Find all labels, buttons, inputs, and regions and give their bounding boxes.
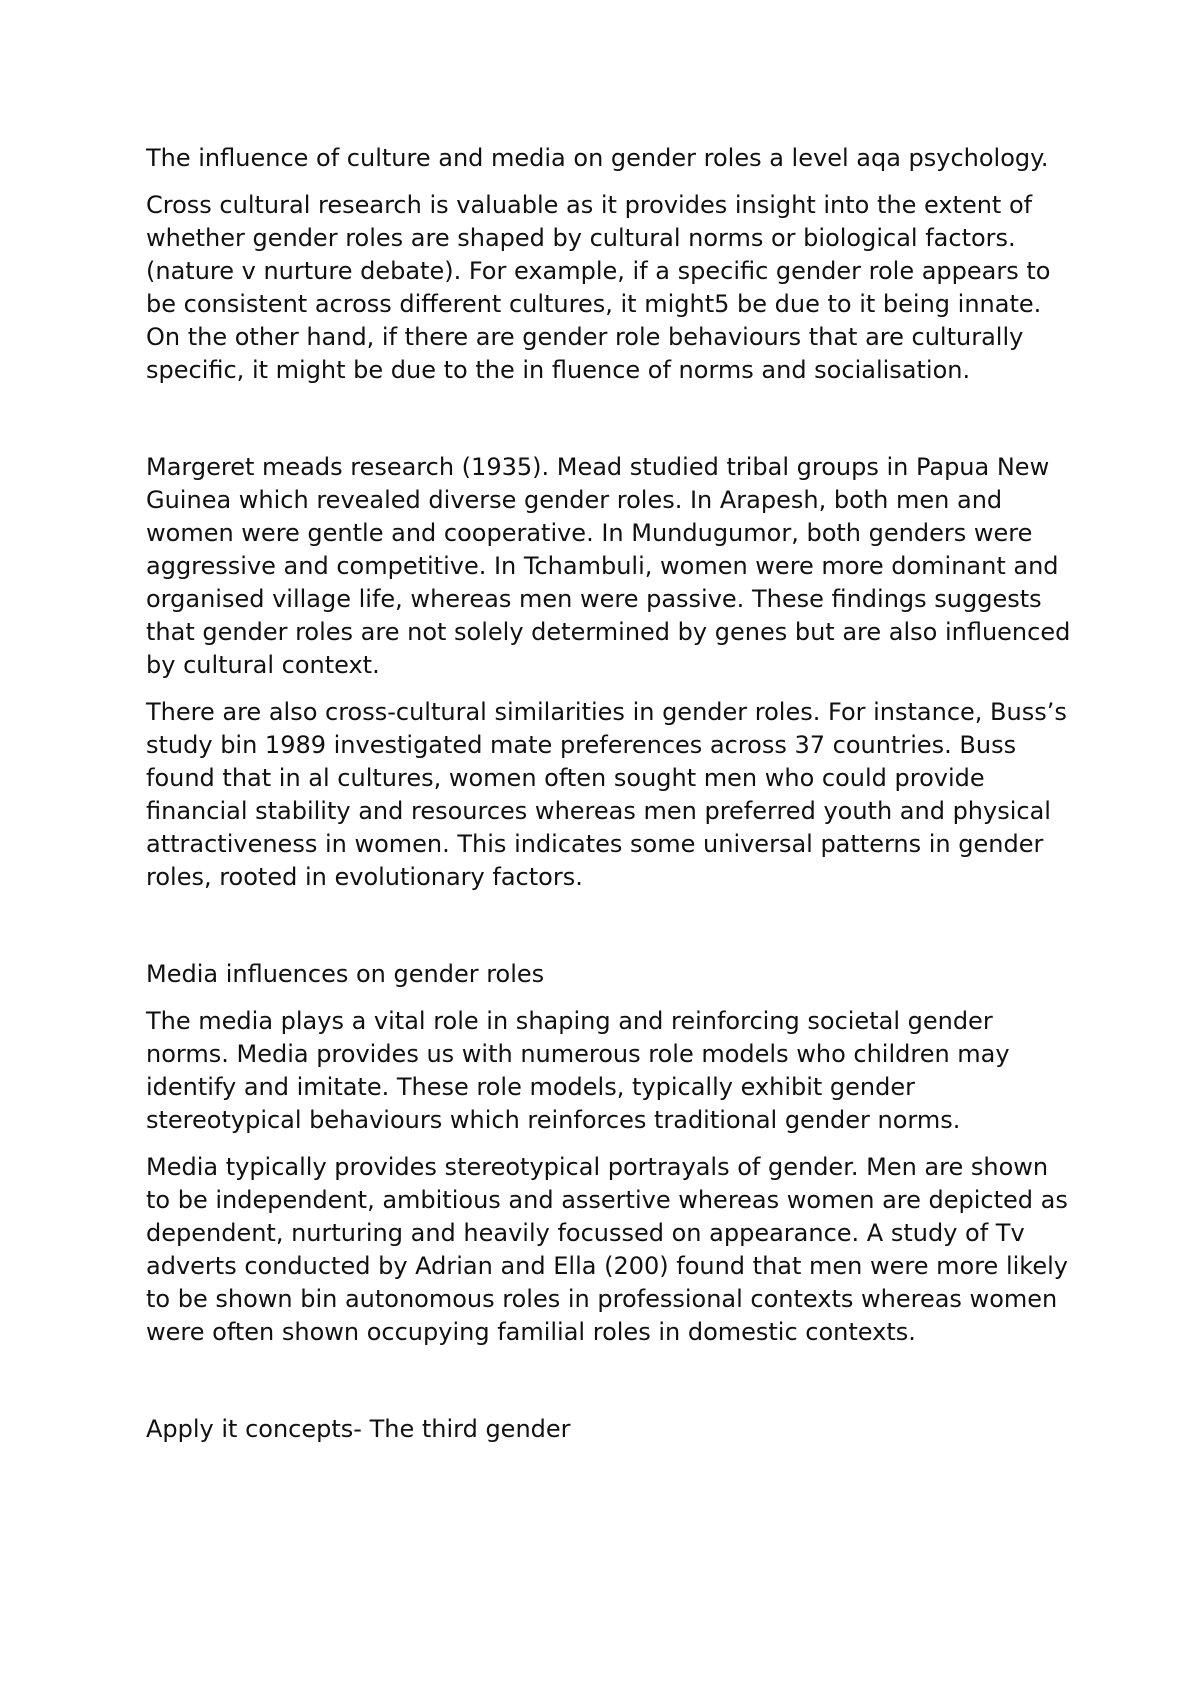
blank-line xyxy=(146,908,1076,958)
document-title: The influence of culture and media on gender roles a level aqa psychology. xyxy=(146,144,1049,172)
blank-line xyxy=(146,401,1076,451)
paragraph-media-role-models: The media plays a vital role in shaping and reinforcing societal gender norms. Media provides us with numerous role models who children may identify and imitate. These role models, typically exhibit gender stereotypical behaviours which reinforces traditional gender norms. xyxy=(146,1007,1010,1134)
paragraph-cross-cultural-research: Cross cultural research is valuable as it provides insight into the extent of whether gender roles are shaped by cultural norms or biological factors. (nature v nurture debate). For example, if a specific gender role appears to be consistent across different cultures, it might5 be due to it being innate. On the other hand, if there are gender role behaviours that are culturally specific, it might be due to the in fluence of norms and socialisation. xyxy=(146,191,1051,384)
document-body xyxy=(146,142,1076,1460)
paragraph-cross-cultural-similarities: There are also cross-cultural similarities in gender roles. For instance, Buss’s study bin 1989 investigated mate preferences across 37 countries. Buss found that in al cultures, women often sought men who could provide financial stability and resources whereas men preferred youth and physical attractiveness in women. This indicates some universal patterns in gender roles, rooted in evolutionary factors. xyxy=(146,698,1067,891)
section-heading-apply-it: Apply it concepts- The third gender xyxy=(146,1415,571,1443)
paragraph-media-stereotypes: Media typically provides stereotypical portrayals of gender. Men are shown to be independent, ambitious and assertive whereas women are depicted as dependent, nurturing and heavily focussed on appearance. A study of Tv adverts conducted by Adrian and Ella (200) found that men were more likely to be shown bin autonomous roles in professional contexts whereas women were often shown occupying familial roles in domestic contexts. xyxy=(146,1153,1068,1346)
blank-line xyxy=(146,1363,1076,1413)
section-heading-media-influences: Media influences on gender roles xyxy=(146,960,545,988)
paragraph-mead-research: Margeret meads research (1935). Mead studied tribal groups in Papua New Guinea which revealed diverse gender roles. In Arapesh, both men and women were gentle and cooperative. In Mundugumor, both genders were aggressive and competitive. In Tchambuli, women were more dominant and organised village life, whereas men were passive. These findings suggests that gender roles are not solely determined by genes but are also influenced by cultural context. xyxy=(146,453,1071,679)
